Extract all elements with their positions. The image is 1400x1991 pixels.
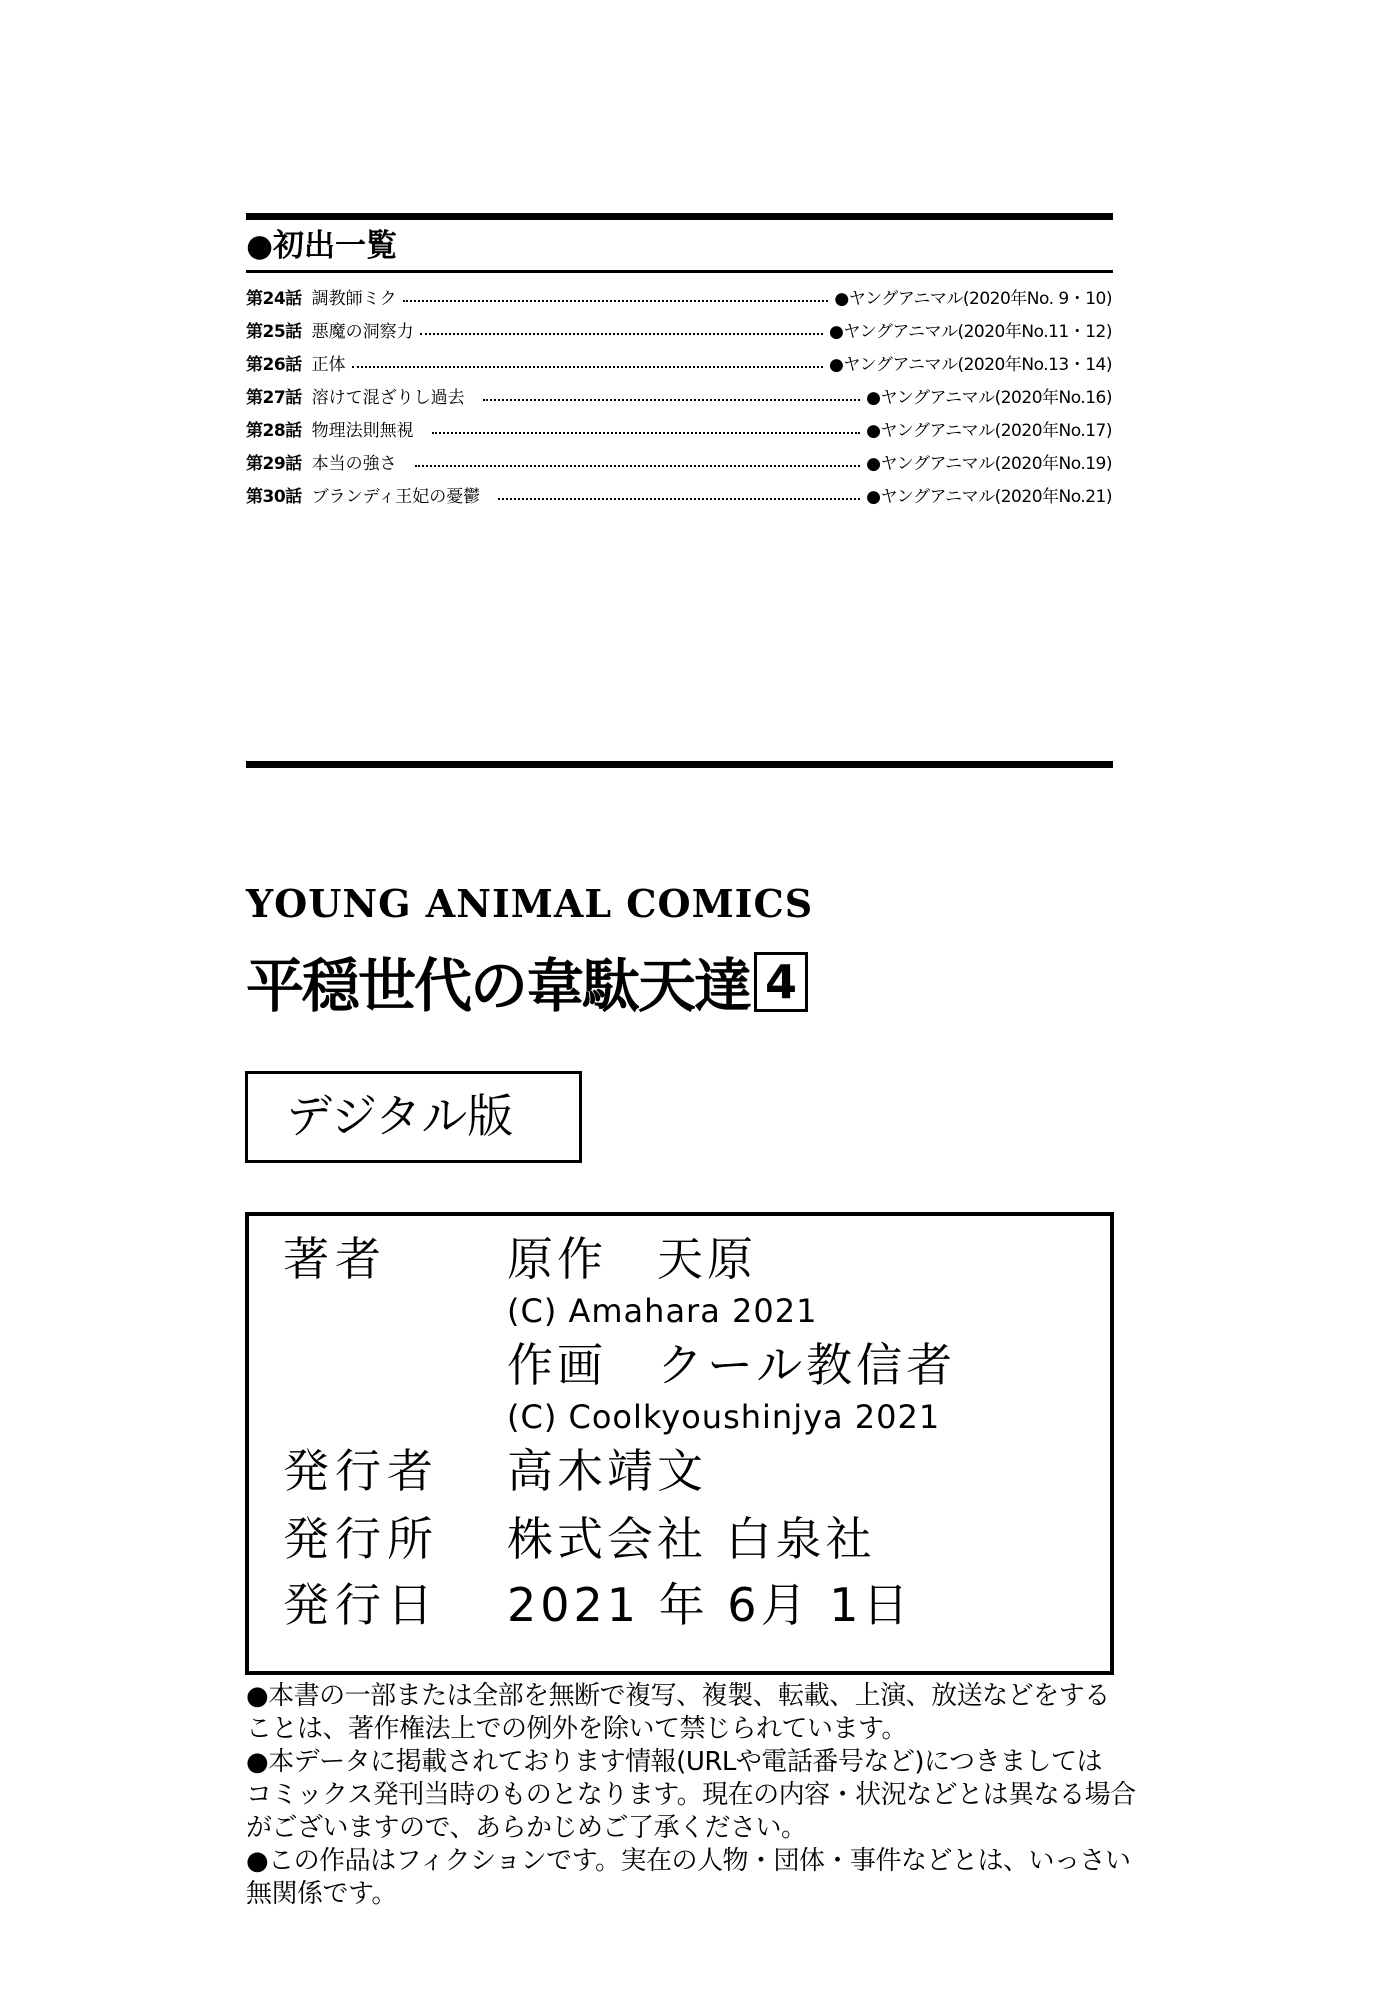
episode-source: ●ヤングアニマル(2020年No.13・14) [829, 355, 1112, 375]
publish-date-label: 発行日 [283, 1578, 439, 1632]
note-line: ことは、著作権法上での例外を除いて禁じられています。 [246, 1714, 907, 1744]
episode-title: 本当の強さ [311, 454, 397, 474]
episode-source: ●ヤングアニマル(2020年No.21) [866, 487, 1112, 507]
legal-notes [246, 1680, 1146, 1911]
episode-title: 正体 [311, 355, 346, 375]
episode-title: ブランディ王妃の憂鬱 [311, 487, 481, 507]
first-appearance-list [246, 280, 1112, 511]
digital-edition-box [245, 1071, 582, 1163]
episode-number: 第24話 [246, 289, 302, 309]
book-title [246, 948, 808, 1024]
first-appearance-heading: ●初出一覧 [246, 228, 398, 264]
leader-dots [415, 465, 860, 467]
leader-dots [420, 333, 823, 335]
episode-source: ●ヤングアニマル(2020年No. 9・10) [834, 289, 1112, 309]
episode-source: ●ヤングアニマル(2020年No.17) [866, 421, 1112, 441]
note-line: コミックス発刊当時のものとなります。現在の内容・状況などとは異なる場合 [246, 1780, 1136, 1810]
art-copyright: (C) Coolkyoushinjya 2021 [507, 1398, 941, 1436]
list-item [246, 313, 1112, 346]
episode-number: 第26話 [246, 355, 302, 375]
publisher-person-label: 発行者 [283, 1444, 439, 1498]
section-divider-rule [246, 761, 1113, 768]
episode-title: 物理法則無視 [311, 421, 414, 441]
original-copyright: (C) Amahara 2021 [507, 1292, 818, 1330]
episode-number: 第28話 [246, 421, 302, 441]
publisher: 株式会社 白泉社 [507, 1512, 876, 1566]
episode-number: 第30話 [246, 487, 302, 507]
episode-source: ●ヤングアニマル(2020年No.11・12) [829, 322, 1112, 342]
digital-edition-label: デジタル版 [286, 1089, 514, 1143]
episode-title: 悪魔の洞察力 [311, 322, 414, 342]
series-label: YOUNG ANIMAL COMICS [246, 881, 814, 926]
list-item [246, 379, 1112, 412]
art-author: 作画 クール教信者 [507, 1338, 957, 1392]
episode-source: ●ヤングアニマル(2020年No.16) [866, 388, 1112, 408]
leader-dots [352, 366, 823, 368]
episode-source: ●ヤングアニマル(2020年No.19) [866, 454, 1112, 474]
original-author: 原作 天原 [507, 1232, 757, 1286]
list-item [246, 445, 1112, 478]
publish-date: 2021 年 6月 1日 [507, 1578, 913, 1632]
publisher-label: 発行所 [283, 1512, 439, 1566]
publisher-person: 高木靖文 [507, 1444, 707, 1498]
episode-number: 第27話 [246, 388, 302, 408]
list-item [246, 346, 1112, 379]
leader-dots [432, 432, 860, 434]
list-item [246, 478, 1112, 511]
author-label: 著者 [283, 1232, 387, 1286]
top-thick-rule [246, 213, 1113, 220]
colophon-box [245, 1212, 1114, 1675]
episode-number: 第25話 [246, 322, 302, 342]
list-item [246, 412, 1112, 445]
book-title-text: 平穏世代の韋駄天達 [246, 952, 751, 1020]
note-line: 無関係です。 [246, 1879, 397, 1909]
note-line: ●本データに掲載されております情報(URLや電話番号など)につきましては [246, 1747, 1103, 1777]
leader-dots [483, 399, 860, 401]
leader-dots [403, 300, 829, 302]
note-line: ●この作品はフィクションです。実在の人物・団体・事件などとは、いっさい [246, 1846, 1131, 1876]
episode-title: 調教師ミク [311, 289, 397, 309]
leader-dots [498, 498, 860, 500]
heading-underline-rule [246, 270, 1113, 273]
list-item [246, 280, 1112, 313]
note-line: ●本書の一部または全部を無断で複写、複製、転載、上演、放送などをする [246, 1681, 1110, 1711]
episode-number: 第29話 [246, 454, 302, 474]
note-line: がございますので、あらかじめご了承ください。 [246, 1813, 807, 1843]
episode-title: 溶けて混ざりし過去 [311, 388, 465, 408]
volume-number-box: 4 [754, 952, 808, 1012]
